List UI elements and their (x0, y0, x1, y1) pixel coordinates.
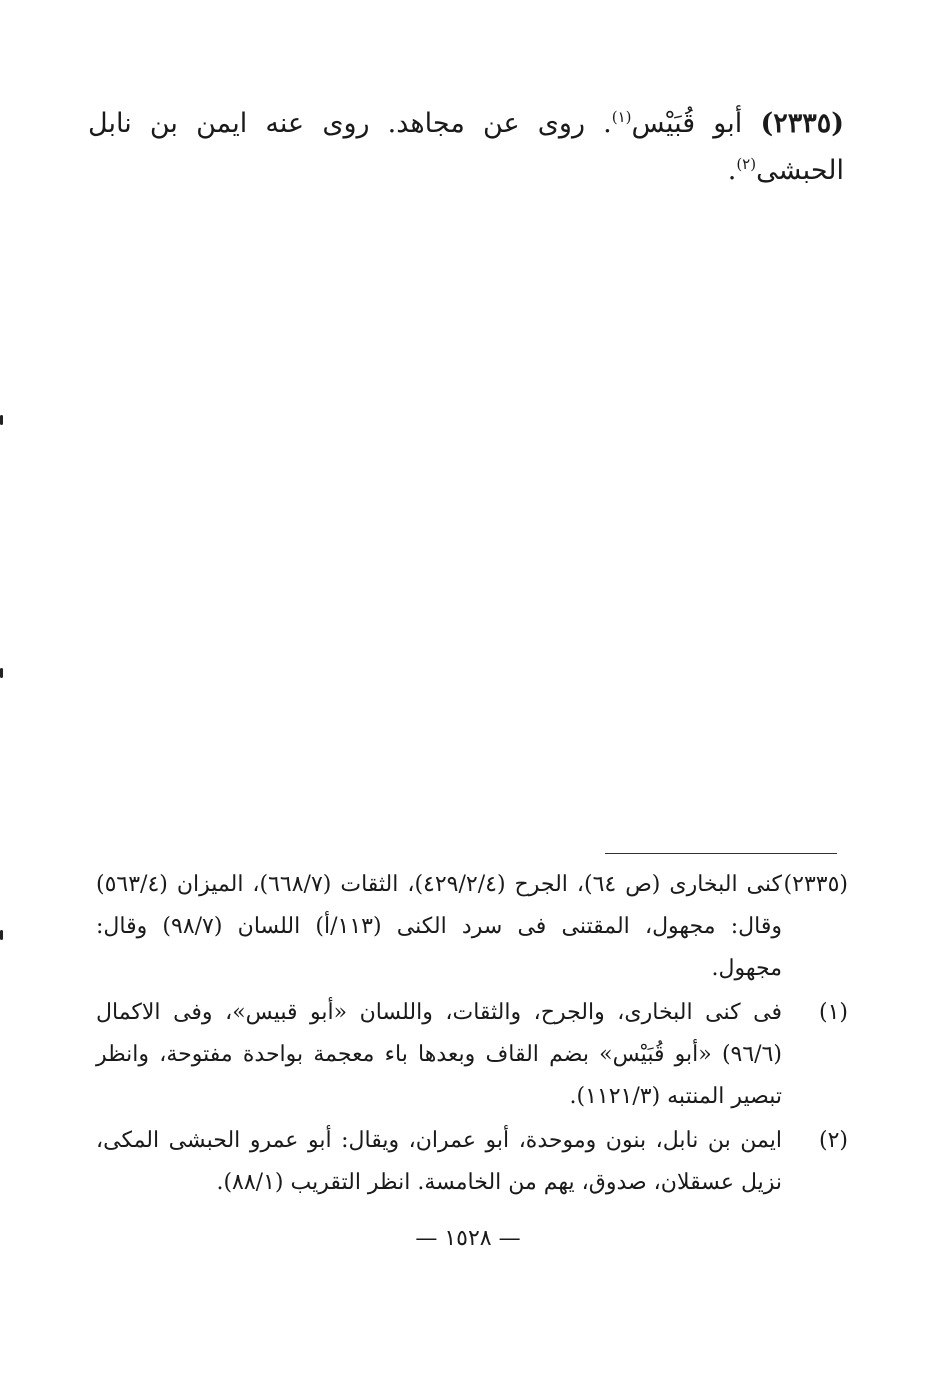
entry-name: أبو قُبَيْس (631, 108, 743, 139)
main-entry (88, 100, 844, 194)
footnote-marker: (١) (818, 1000, 848, 1025)
page-number: — ١٥٢٨ — (415, 1226, 521, 1251)
scan-edge-mark (0, 668, 3, 678)
footnote-1 (96, 992, 848, 1118)
entry-end: . (727, 155, 737, 186)
scan-edge-mark (0, 930, 3, 940)
footnote-marker: (٢٣٣٥) (783, 872, 848, 897)
entry-text: . روى عن مجاهد. روى عنه ايمن بن نابل الحبشى (88, 108, 844, 186)
footnote-ref-2: (٢) (736, 155, 757, 173)
footnote-2 (96, 1120, 848, 1204)
footnote-text: فى كنى البخارى، والجرح، والثقات، واللسان «أبو قبيس»، وفى الاكمال (٩٦/٦) «أبو قُبَيْس» بضم القاف وبعدها باء معجمة بواحدة مفتوحة، وانظر تبصير المنتبه (١١٢١/٣). (96, 1000, 782, 1109)
scan-edge-mark (0, 415, 3, 425)
footnote-entry (96, 864, 848, 990)
footnote-text: كنى البخارى (ص ٦٤)، الجرح (٤٢٩/٢/٤)، الثقات (٦٦٨/٧)، الميزان (٥٦٣/٤) وقال: مجهول، المقتنى فى سرد الكنى (١١٣/أ) اللسان (٩٨/٧) وقال: مجهول. (96, 872, 783, 981)
footnote-ref-1: (١) (611, 108, 632, 126)
entry-number: (٢٣٣٥) (760, 108, 845, 139)
footnotes (96, 864, 848, 1206)
footnote-text: ايمن بن نابل، بنون وموحدة، أبو عمران، ويقال: أبو عمرو الحبشى المكى، نزيل عسقلان، صدوق، يهم من الخامسة. انظر التقريب (٨٨/١). (96, 1128, 782, 1195)
footnote-marker: (٢) (818, 1128, 848, 1153)
footnote-separator (605, 853, 837, 854)
